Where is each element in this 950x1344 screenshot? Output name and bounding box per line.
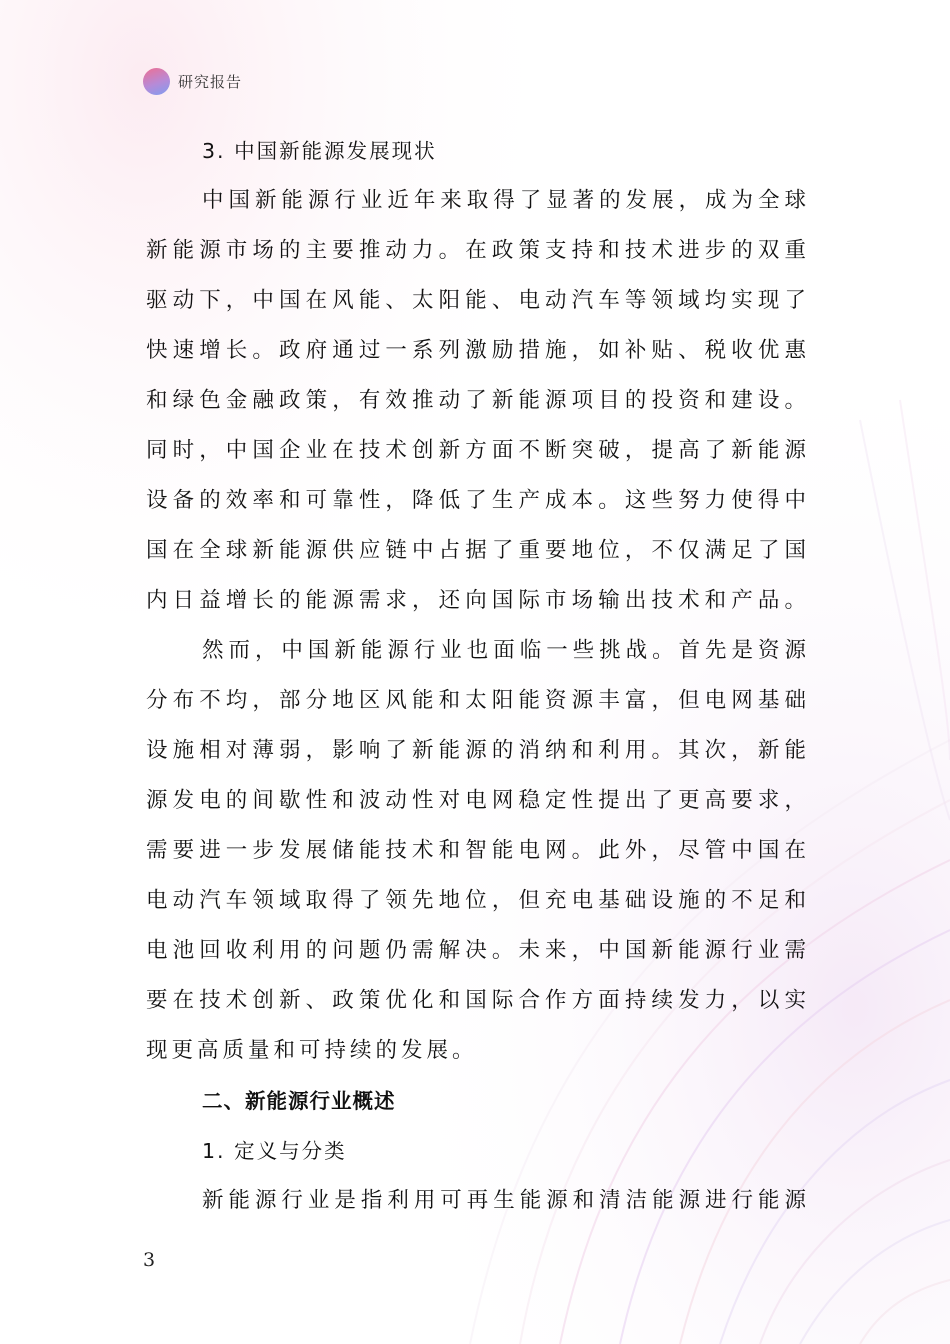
report-header (143, 66, 242, 96)
paragraph-line: 设施相对薄弱，影响了新能源的消纳和利用。其次，新能 (146, 738, 810, 763)
paragraph-line: 内日益增长的能源需求，还向国际市场输出技术和产品。 (146, 588, 810, 613)
document-body (146, 126, 810, 1226)
page-number: 3 (143, 1249, 156, 1271)
paragraph-3 (146, 1176, 810, 1226)
paragraph-line: 然而，中国新能源行业也面临一些挑战。首先是资源 (202, 638, 810, 663)
section-3-title: 3. 中国新能源发展现状 (202, 139, 437, 163)
paragraph-line: 国在全球新能源供应链中占据了重要地位，不仅满足了国 (146, 538, 810, 563)
paragraph-2 (146, 626, 810, 1076)
paragraph-line: 新能源市场的主要推动力。在政策支持和技术进步的双重 (146, 238, 810, 263)
paragraph-line: 要在技术创新、政策优化和国际合作方面持续发力，以实 (146, 988, 810, 1013)
paragraph-line: 现更高质量和可持续的发展。 (146, 1038, 478, 1063)
paragraph-line: 电动汽车领域取得了领先地位，但充电基础设施的不足和 (146, 888, 810, 913)
section-1-title: 1. 定义与分类 (202, 1139, 347, 1163)
paragraph-line: 同时，中国企业在技术创新方面不断突破，提高了新能源 (146, 438, 810, 463)
paragraph-line: 和绿色金融政策，有效推动了新能源项目的投资和建设。 (146, 388, 810, 413)
chapter-2-title: 二、新能源行业概述 (202, 1089, 396, 1113)
paragraph-line: 电池回收利用的问题仍需解决。未来，中国新能源行业需 (146, 938, 810, 963)
paragraph-line: 驱动下，中国在风能、太阳能、电动汽车等领域均实现了 (146, 288, 810, 313)
paragraph-line: 快速增长。政府通过一系列激励措施，如补贴、税收优惠 (146, 338, 810, 363)
paragraph-line: 需要进一步发展储能技术和智能电网。此外，尽管中国在 (146, 838, 810, 863)
paragraph-line: 源发电的间歇性和波动性对电网稳定性提出了更高要求， (146, 788, 810, 813)
paragraph-line: 设备的效率和可靠性，降低了生产成本。这些努力使得中 (146, 488, 810, 513)
paragraph-1 (146, 176, 810, 626)
gradient-circle-logo-icon (143, 68, 170, 95)
paragraph-line: 中国新能源行业近年来取得了显著的发展，成为全球 (202, 188, 810, 213)
paragraph-line: 分布不均，部分地区风能和太阳能资源丰富，但电网基础 (146, 688, 810, 713)
paragraph-line: 新能源行业是指利用可再生能源和清洁能源进行能源 (202, 1188, 810, 1213)
header-title: 研究报告 (178, 72, 243, 91)
